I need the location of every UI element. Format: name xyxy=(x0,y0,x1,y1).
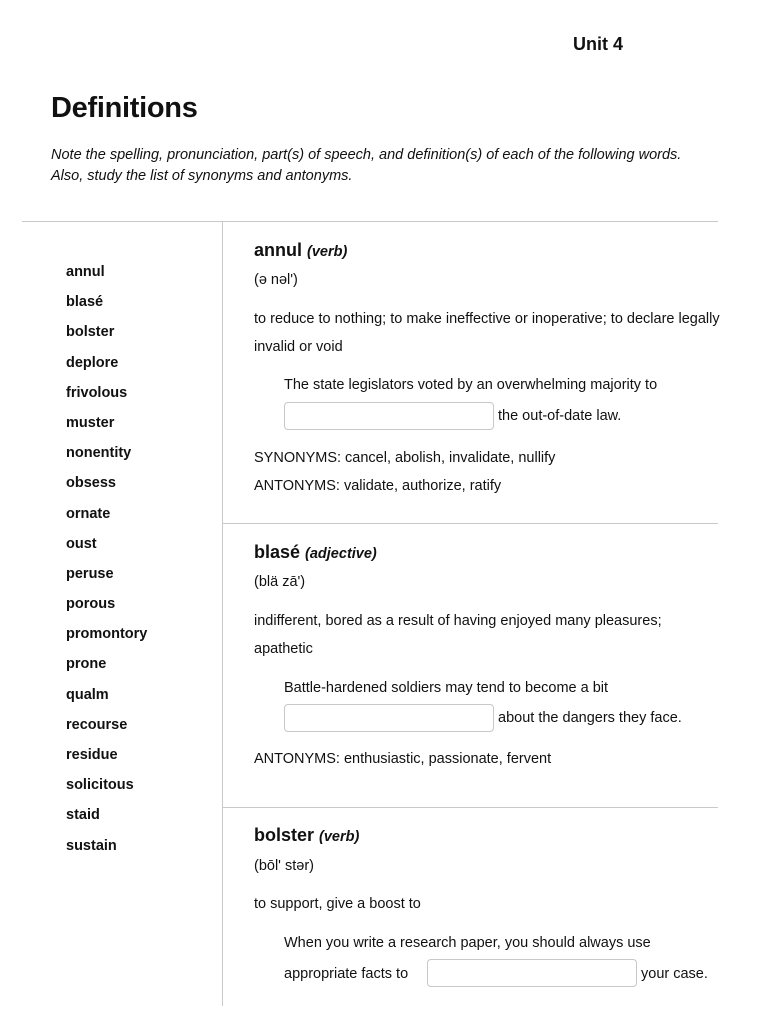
word-list-sidebar xyxy=(66,260,147,864)
example-text-lead: appropriate facts to xyxy=(284,966,409,982)
word-link-oust[interactable]: oust xyxy=(66,535,97,552)
word-link-ornate[interactable]: ornate xyxy=(66,505,111,522)
pronunciation: (bōl' stər) xyxy=(254,858,314,874)
entry-divider xyxy=(223,523,718,524)
part-of-speech: (verb) xyxy=(307,244,348,260)
sidebar-divider xyxy=(222,222,223,1006)
word-link-muster[interactable]: muster xyxy=(66,414,115,431)
antonyms: ANTONYMS: validate, authorize, ratify xyxy=(254,478,502,494)
word-link-staid[interactable]: staid xyxy=(66,807,100,824)
word-link-obsess[interactable]: obsess xyxy=(66,475,116,492)
unit-label: Unit 4 xyxy=(573,34,624,54)
word-link-peruse[interactable]: peruse xyxy=(66,565,114,582)
word-link-sustain[interactable]: sustain xyxy=(66,837,117,854)
definition: indifferent, bored as a result of having enjoyed many pleasures; apathetic xyxy=(254,613,662,657)
word-link-blase[interactable]: blasé xyxy=(66,294,104,311)
entry-heading xyxy=(254,542,377,564)
example-text-after: your case. xyxy=(641,966,708,982)
word-link-nonentity[interactable]: nonentity xyxy=(66,445,132,462)
word-link-annul[interactable]: annul xyxy=(66,264,105,280)
part-of-speech: (adjective) xyxy=(305,546,377,562)
entry-heading xyxy=(254,825,359,847)
definition: to support, give a boost to xyxy=(254,896,421,912)
entry-divider xyxy=(223,807,718,808)
example-text-after: the out-of-date law. xyxy=(498,408,622,424)
pronunciation: (blä zā') xyxy=(254,574,306,590)
headword: blasé xyxy=(254,542,301,562)
example-text: The state legislators voted by an overwhelming majority to xyxy=(284,377,658,393)
example-text-after: about the dangers they face. xyxy=(498,710,682,726)
entry-heading xyxy=(254,240,347,262)
pronunciation: (ə nəl') xyxy=(254,272,298,288)
word-link-porous[interactable]: porous xyxy=(66,596,116,613)
word-link-solicitous[interactable]: solicitous xyxy=(66,777,134,794)
headword: bolster xyxy=(254,825,315,845)
word-link-prone[interactable]: prone xyxy=(66,656,107,673)
headword: annul xyxy=(254,240,302,260)
instructions: Note the spelling, pronunciation, part(s) of speech, and definition(s) of each of the following words. Also, study the list of synonyms and antonyms. xyxy=(51,147,682,184)
example-text: When you write a research paper, you should always use xyxy=(284,935,651,951)
part-of-speech: (verb) xyxy=(319,829,360,845)
synonyms: SYNONYMS: cancel, abolish, invalidate, nullify xyxy=(254,450,556,466)
answer-blank-input[interactable] xyxy=(284,402,494,430)
answer-blank-input[interactable] xyxy=(284,704,494,732)
word-link-qualm[interactable]: qualm xyxy=(66,686,109,703)
word-link-residue[interactable]: residue xyxy=(66,747,118,763)
word-link-deplore[interactable]: deplore xyxy=(66,354,119,371)
page-title: Definitions xyxy=(51,92,198,124)
word-link-promontory[interactable]: promontory xyxy=(66,626,148,643)
definition: to reduce to nothing; to make ineffective or inoperative; to declare legally invalid or void xyxy=(254,311,720,355)
top-divider xyxy=(22,221,718,222)
word-link-recourse[interactable]: recourse xyxy=(66,716,128,733)
word-link-frivolous[interactable]: frivolous xyxy=(66,384,128,401)
example-text: Battle-hardened soldiers may tend to become a bit xyxy=(284,680,609,696)
antonyms: ANTONYMS: enthusiastic, passionate, fervent xyxy=(254,751,552,767)
answer-blank-input[interactable] xyxy=(427,959,637,987)
word-link-bolster[interactable]: bolster xyxy=(66,324,115,341)
